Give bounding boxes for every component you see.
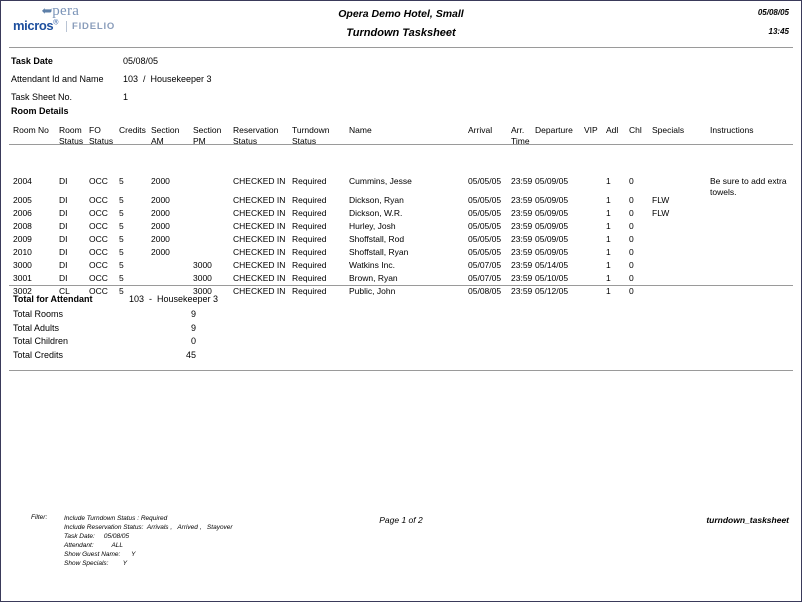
cell-room-status: DI — [59, 234, 68, 244]
cell-chl: 0 — [629, 208, 634, 218]
table-row[interactable] — [1, 260, 801, 273]
cell-name: Hurley, Josh — [349, 221, 396, 231]
cell-td-status: Required — [292, 176, 327, 186]
cell-credits: 5 — [119, 273, 124, 283]
column-header-credits — [119, 125, 146, 136]
totals-row-label: Total Children — [13, 336, 69, 346]
cell-arrival: 05/07/05 — [468, 260, 502, 270]
report-footer — [1, 506, 801, 566]
column-header-specials — [652, 125, 684, 136]
opera-wordmark: pera — [52, 3, 80, 19]
column-header-line1: Room No — [13, 125, 49, 135]
cell-specials: FLW — [652, 195, 670, 205]
report-header — [1, 1, 801, 47]
cell-res-status: CHECKED IN — [233, 234, 286, 244]
cell-section-am: 2000 — [151, 176, 170, 186]
cell-room-no: 2009 — [13, 234, 32, 244]
cell-td-status: Required — [292, 247, 327, 257]
cell-chl: 0 — [629, 273, 634, 283]
filter-criteria-line: Attendant: ALL — [64, 542, 124, 549]
page-title: Turndown Tasksheet — [346, 27, 456, 39]
cell-chl: 0 — [629, 260, 634, 270]
cell-section-am: 2000 — [151, 234, 170, 244]
cell-room-status: DI — [59, 247, 68, 257]
totals-row — [13, 322, 433, 336]
room-details-table — [1, 125, 801, 296]
cell-fo-status: OCC — [89, 195, 108, 205]
column-header-instructions — [710, 125, 790, 136]
column-header-line1: Adl — [606, 125, 619, 135]
cell-chl: 0 — [629, 176, 634, 186]
cell-fo-status: OCC — [89, 260, 108, 270]
cell-room-status: CL — [59, 286, 70, 296]
cell-adl: 1 — [606, 273, 611, 283]
totals-row-value: 45 — [185, 349, 196, 360]
task-date-row — [11, 52, 431, 70]
cell-fo-status: OCC — [89, 176, 108, 186]
cell-section-am: 2000 — [151, 208, 170, 218]
cell-adl: 1 — [606, 260, 611, 270]
cell-chl: 0 — [629, 247, 634, 257]
cell-arrival: 05/07/05 — [468, 273, 502, 283]
cell-td-status: Required — [292, 260, 327, 270]
table-row[interactable] — [1, 195, 801, 208]
cell-name: Cummins, Jesse — [349, 176, 412, 186]
cell-room-status: DI — [59, 260, 68, 270]
cell-fo-status: OCC — [89, 273, 108, 283]
cell-res-status: CHECKED IN — [233, 247, 286, 257]
cell-adl: 1 — [606, 286, 611, 296]
room-details-heading: Room Details — [11, 106, 69, 116]
totals-divider — [9, 285, 793, 286]
column-header-line1: Departure — [535, 125, 573, 135]
cell-td-status: Required — [292, 273, 327, 283]
column-header-line2: Status — [292, 136, 317, 146]
totals-row — [13, 349, 433, 363]
cell-td-status: Required — [292, 221, 327, 231]
totals-row-label: Total Adults — [13, 322, 60, 333]
column-header-line2: PM — [193, 136, 206, 146]
cell-room-status: DI — [59, 208, 68, 218]
cell-fo-status: OCC — [89, 208, 108, 218]
cell-name: Shoffstall, Ryan — [349, 247, 409, 257]
table-row[interactable] — [1, 247, 801, 260]
cell-room-no: 2010 — [13, 247, 32, 257]
cell-name: Dickson, W.R. — [349, 208, 403, 218]
cell-arrival: 05/08/05 — [468, 286, 502, 296]
cell-credits: 5 — [119, 247, 124, 257]
cell-room-status: DI — [59, 176, 68, 186]
column-header-divider — [9, 144, 793, 145]
cell-room-no: 2008 — [13, 221, 32, 231]
cell-name: Shoffstall, Rod — [349, 234, 405, 244]
filter-criteria-line: Show Guest Name: Y — [64, 551, 136, 558]
cell-section-am: 2000 — [151, 247, 170, 257]
cell-departure: 05/09/05 — [535, 221, 569, 231]
cell-chl: 0 — [629, 234, 634, 244]
cell-fo-status: OCC — [89, 286, 108, 296]
cell-arr-time: 23:59 — [511, 273, 533, 283]
cell-td-status: Required — [292, 195, 327, 205]
cell-arrival: 05/05/05 — [468, 176, 502, 186]
cell-name: Dickson, Ryan — [349, 195, 404, 205]
column-header-vip — [584, 125, 598, 136]
column-header-line1: Section — [151, 125, 180, 135]
cell-credits: 5 — [119, 176, 124, 186]
report-time: 13:45 — [768, 27, 789, 36]
cell-room-no: 3002 — [13, 286, 32, 296]
column-header-chl — [629, 125, 642, 136]
column-header-line1: Specials — [652, 125, 685, 135]
filter-criteria-line: Include Reservation Status: Arrivals , Arrived , Stayover — [64, 524, 233, 531]
attendant-row — [11, 70, 431, 88]
cell-adl: 1 — [606, 176, 611, 186]
totals-row — [13, 308, 433, 322]
filter-label: Filter: — [31, 514, 48, 521]
table-row[interactable] — [1, 221, 801, 234]
column-header-line2: Status — [233, 136, 258, 146]
cell-room-status: DI — [59, 195, 68, 205]
cell-res-status: CHECKED IN — [233, 260, 286, 270]
cell-arr-time: 23:59 — [511, 195, 533, 205]
column-header-line1: Name — [349, 125, 372, 135]
cell-specials: FLW — [652, 208, 670, 218]
cell-arr-time: 23:59 — [511, 176, 533, 186]
column-header-room-no — [13, 125, 49, 136]
cell-res-status: CHECKED IN — [233, 195, 286, 205]
cell-arrival: 05/05/05 — [468, 247, 502, 257]
totals-row — [13, 335, 433, 349]
column-header-line1: VIP — [584, 125, 598, 135]
cell-td-status: Required — [292, 286, 327, 296]
cell-arr-time: 23:59 — [511, 286, 533, 296]
cell-adl: 1 — [606, 247, 611, 257]
cell-room-no: 2006 — [13, 208, 32, 218]
cell-credits: 5 — [119, 221, 124, 231]
cell-name: Watkins Inc. — [349, 260, 395, 270]
cell-arrival: 05/05/05 — [468, 234, 502, 244]
totals-row-label: Total Rooms — [13, 309, 64, 319]
cell-arr-time: 23:59 — [511, 247, 533, 257]
column-header-line1: FO — [89, 125, 101, 135]
column-header-line2: Status — [89, 136, 114, 146]
header-divider — [9, 47, 793, 48]
cell-departure: 05/14/05 — [535, 260, 569, 270]
task-date-label: Task Date — [11, 56, 53, 66]
table-row[interactable] — [1, 176, 801, 197]
cell-td-status: Required — [292, 234, 327, 244]
cell-section-pm: 3000 — [193, 286, 212, 296]
cell-arrival: 05/05/05 — [468, 221, 502, 231]
cell-arr-time: 23:59 — [511, 234, 533, 244]
cell-credits: 5 — [119, 234, 124, 244]
column-header-line1: Instructions — [710, 125, 754, 135]
cell-res-status: CHECKED IN — [233, 221, 286, 231]
table-header-row — [1, 125, 801, 146]
tasksheet-no-label: Task Sheet No. — [11, 92, 73, 102]
cell-departure: 05/09/05 — [535, 195, 569, 205]
column-header-line2: Status — [59, 136, 84, 146]
cell-adl: 1 — [606, 221, 611, 231]
totals-row-value: 0 — [190, 336, 196, 346]
cell-res-status: CHECKED IN — [233, 273, 286, 283]
cell-room-status: DI — [59, 221, 68, 231]
cell-credits: 5 — [119, 286, 124, 296]
column-header-line2: Time — [511, 136, 530, 146]
attendant-totals — [13, 290, 433, 362]
column-header-line1: Room — [59, 125, 82, 135]
column-header-departure — [535, 125, 573, 136]
column-header-line2: AM — [151, 136, 164, 146]
cell-arrival: 05/05/05 — [468, 195, 502, 205]
cell-credits: 5 — [119, 208, 124, 218]
cell-res-status: CHECKED IN — [233, 208, 286, 218]
opera-swoosh-icon: ➥ — [41, 3, 53, 18]
tasksheet-no-row — [11, 88, 431, 106]
cell-departure: 05/09/05 — [535, 234, 569, 244]
column-header-adl — [606, 125, 618, 136]
cell-instructions: Be sure to add extra towels. — [710, 176, 787, 197]
fidelio-wordmark: FIDELIO — [66, 21, 115, 32]
totals-heading-value: 103 - Housekeeper 3 — [129, 294, 219, 304]
cell-credits: 5 — [119, 260, 124, 270]
table-row[interactable] — [1, 208, 801, 221]
cell-arr-time: 23:59 — [511, 260, 533, 270]
cell-adl: 1 — [606, 208, 611, 218]
cell-departure: 05/10/05 — [535, 273, 569, 283]
cell-arr-time: 23:59 — [511, 221, 533, 231]
cell-name: Brown, Ryan — [349, 273, 398, 283]
cell-arrival: 05/05/05 — [468, 208, 502, 218]
cell-chl: 0 — [629, 195, 634, 205]
table-row[interactable] — [1, 234, 801, 247]
page-number: Page 1 of 2 — [379, 515, 423, 525]
cell-adl: 1 — [606, 234, 611, 244]
column-header-line1: Turndown — [292, 125, 330, 135]
cell-room-no: 2005 — [13, 195, 32, 205]
attendant-value: 103 / Housekeeper 3 — [123, 74, 212, 84]
cell-room-status: DI — [59, 273, 68, 283]
section-end-divider — [9, 370, 793, 371]
cell-fo-status: OCC — [89, 234, 108, 244]
cell-credits: 5 — [119, 195, 124, 205]
report-date: 05/08/05 — [757, 8, 789, 17]
filter-criteria-line: Include Turndown Status : Required — [64, 515, 168, 522]
filter-criteria-line: Task Date: 05/08/05 — [64, 533, 130, 540]
column-header-line1: Reservation — [233, 125, 279, 135]
totals-row-value: 9 — [190, 322, 196, 333]
report-parameters — [11, 52, 431, 106]
cell-room-no: 3000 — [13, 260, 32, 270]
hotel-name: Opera Demo Hotel, Small — [338, 8, 464, 20]
column-header-line1: Section — [193, 125, 222, 135]
cell-section-am: 2000 — [151, 221, 170, 231]
cell-td-status: Required — [292, 208, 327, 218]
cell-adl: 1 — [606, 195, 611, 205]
cell-name: Public, John — [349, 286, 396, 296]
totals-heading-label: Total for Attendant — [13, 294, 93, 304]
column-header-line1: Credits — [119, 125, 146, 135]
filter-criteria-line: Show Specials: Y — [64, 560, 128, 567]
attendant-label: Attendant Id and Name — [11, 74, 104, 84]
column-header-arrival — [468, 125, 492, 136]
cell-fo-status: OCC — [89, 221, 108, 231]
cell-departure: 05/09/05 — [535, 247, 569, 257]
cell-fo-status: OCC — [89, 247, 108, 257]
totals-heading-row — [13, 290, 433, 308]
cell-room-no: 2004 — [13, 176, 32, 186]
totals-row-value: 9 — [190, 309, 196, 319]
cell-res-status: CHECKED IN — [233, 286, 286, 296]
totals-row-label: Total Credits — [13, 349, 64, 360]
cell-section-pm: 3000 — [193, 273, 212, 283]
task-date-value: 05/08/05 — [123, 56, 159, 66]
tasksheet-no-value: 1 — [123, 92, 129, 102]
cell-room-no: 3001 — [13, 273, 32, 283]
cell-departure: 05/09/05 — [535, 176, 569, 186]
cell-section-pm: 3000 — [193, 260, 212, 270]
totals-rows — [13, 308, 433, 362]
cell-departure: 05/09/05 — [535, 208, 569, 218]
column-header-line1: Arr. — [511, 125, 525, 135]
column-header-line1: Chl — [629, 125, 642, 135]
cell-chl: 0 — [629, 286, 634, 296]
cell-departure: 05/12/05 — [535, 286, 569, 296]
cell-chl: 0 — [629, 221, 634, 231]
micros-text: micros — [13, 18, 54, 33]
cell-res-status: CHECKED IN — [233, 176, 286, 186]
column-header-line1: Arrival — [468, 125, 493, 135]
report-id: turndown_tasksheet — [706, 515, 789, 525]
micros-registered-mark: ® — [53, 19, 58, 27]
column-header-name — [349, 125, 372, 136]
cell-arr-time: 23:59 — [511, 208, 533, 218]
cell-section-am: 2000 — [151, 195, 170, 205]
